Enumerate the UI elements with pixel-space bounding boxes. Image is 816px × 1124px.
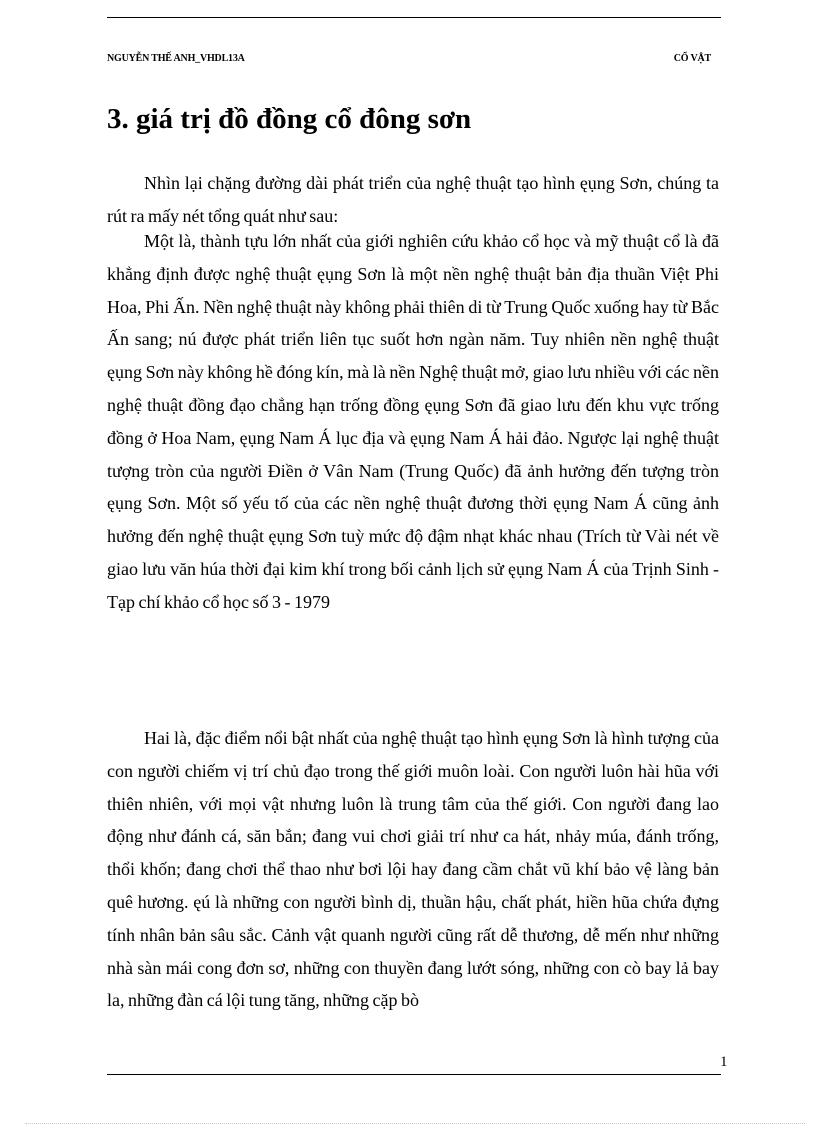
footer-rule <box>107 1074 721 1075</box>
paragraph-text: Nhìn lại chặng đường dài phát triển của nghệ thuật tạo hình ęụng Sơn, chúng ta rút ra mấy nét tổng quát như sau: <box>107 173 719 226</box>
paragraph-text: Hai là, đặc điểm nổi bật nhất của nghệ thuật tạo hình ęụng Sơn là hình tượng của con người chiếm vị trí chủ đạo trong thế giới muôn loài. Con người luôn hài hũa với thiên nhiên, với mọi vật nhưng luôn là trung tâm của thế giới. Con người đang lao động như đánh cá, săn bắn; đang vui chơi giải trí như ca hát, nhảy múa, đánh trống, thổi khốn; đang chơi thể thao như bơi lội hay đang cầm chắt vũ khí bảo vệ làng bản quê hương. ęú là những con người bình dị, thuần hậu, chất phát, hiền hũa chứa đựng tính nhân bản sâu sắc. Cảnh vật quanh người cũng rất dễ thương, dễ mến như những nhà sàn mái cong đơn sơ, những con thuyền đang lướt sóng, những con cò bay lả bay la, những đàn cá lội tung tăng, những cặp bò <box>107 728 719 1011</box>
page-number: 1 <box>720 1054 728 1070</box>
header-topic: CỔ VẬT <box>673 53 711 64</box>
paragraph-first-point <box>107 225 719 619</box>
paragraph-intro <box>107 167 719 233</box>
paragraph-text: Một là, thành tựu lớn nhất của giới nghiên cứu khảo cổ học và mỹ thuật cổ là đã khẳng định được nghệ thuật ęụng Sơn là một nền nghệ thuật bản địa thuần Việt Phi Hoa, Phi Ấn. Nền nghệ thuật này không phải thiên di từ Trung Quốc xuống hay từ Bắc Ấn sang; nú được phát triển liên tục suốt hơn ngàn năm. Tuy nhiên nền nghệ thuật ęụng Sơn này không hề đóng kín, mà là nền Nghệ thuật mở, giao lưu nhiều với các nền nghệ thuật đồng đạo chẳng hạn trống đồng ęụng Sơn đã giao lưu đến khu vực trống đồng ở Hoa Nam, ęụng Nam Á lục địa và ęụng Nam Á hải đảo. Ngược lại nghệ thuật tượng tròn của người Điền ở Vân Nam (Trung Quốc) đã ảnh hưởng đến tượng tròn ęụng Sơn. Một số yếu tố của các nền nghệ thuật đương thời ęụng Nam Á cũng ảnh hưởng đến nghệ thuật ęụng Sơn tuỳ mức độ đậm nhạt khác nhau (Trích từ Vài nét về giao lưu văn húa thời đại kim khí trong bối cảnh lịch sử ęụng Nam Á của Trịnh Sinh - Tạp chí khảo cổ học số 3 - 1979 <box>107 231 719 612</box>
header-author: NGUYỄN THẾ ANH_VHDL13A <box>107 53 245 64</box>
section-title: 3. giá trị đồ đồng cổ đông sơn <box>107 103 472 135</box>
paragraph-second-point <box>107 722 719 1017</box>
page-header <box>107 51 711 67</box>
header-rule <box>107 17 721 18</box>
